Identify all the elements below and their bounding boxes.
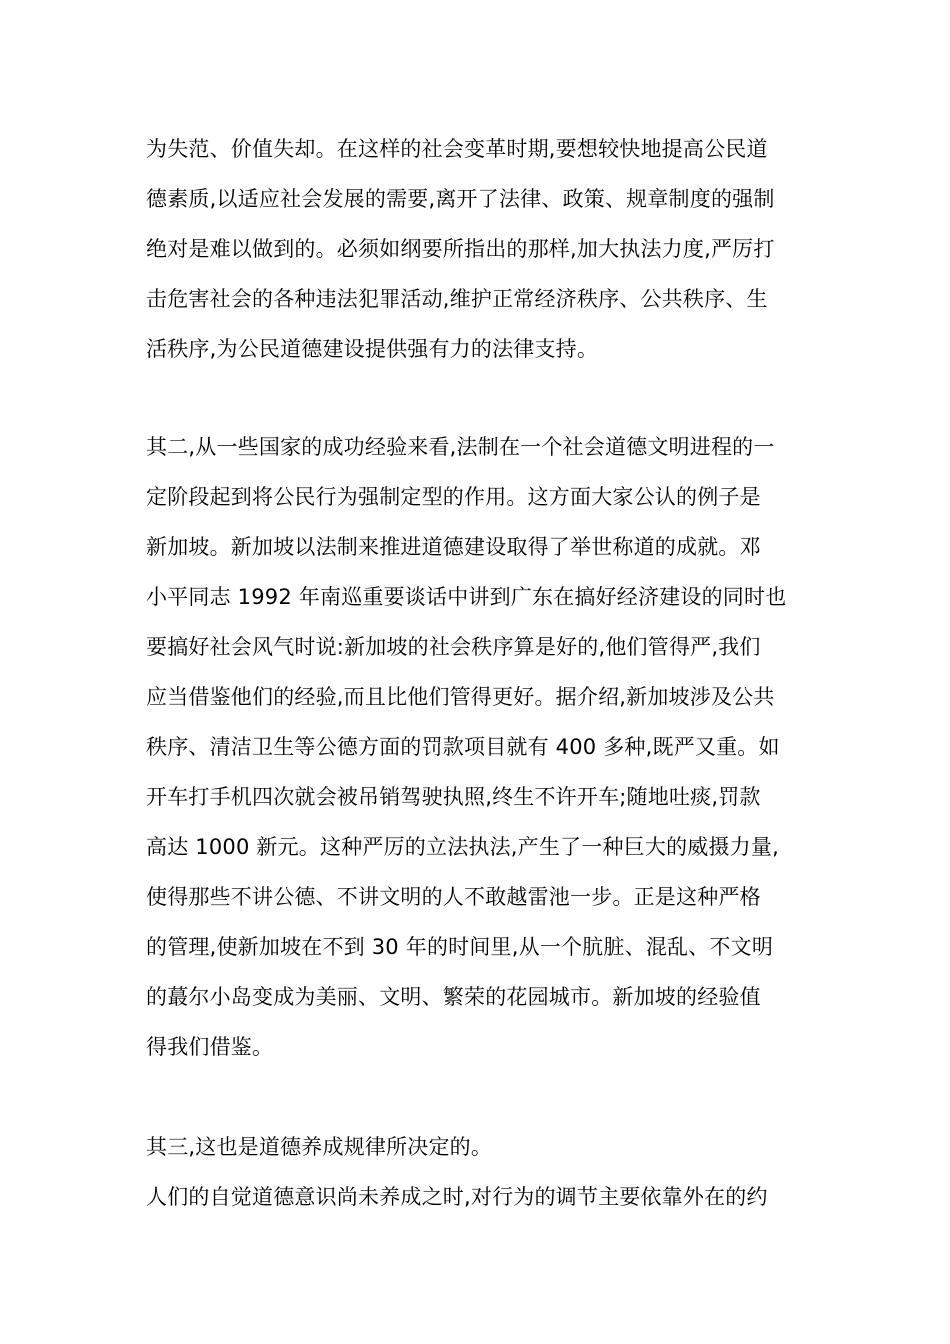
text-line: 秩序、清洁卫生等公德方面的罚款项目就有 400 多种,既严又重。如 bbox=[146, 735, 780, 759]
text-line: 的蕞尔小岛变成为美丽、文明、繁荣的花园城市。新加坡的经验值 bbox=[146, 985, 761, 1009]
text-line: 活秩序,为公民道德建设提供强有力的法律支持。 bbox=[146, 337, 599, 361]
text-line: 开车打手机四次就会被吊销驾驶执照,终生不许开车;随地吐痰,罚款 bbox=[146, 785, 761, 809]
text-line: 为失范、价值失却。在这样的社会变革时期,要想较快地提高公民道 bbox=[146, 137, 768, 161]
text-line: 其二,从一些国家的成功经验来看,法制在一个社会道德文明进程的一 bbox=[146, 435, 775, 459]
text-line: 高达 1000 新元。这种严厉的立法执法,产生了一种巨大的威摄力量, bbox=[146, 835, 779, 859]
text-line: 绝对是难以做到的。必须如纲要所指出的那样,加大执法力度,严厉打 bbox=[146, 237, 775, 261]
text-line: 使得那些不讲公德、不讲文明的人不敢越雷池一步。正是这种严格 bbox=[146, 885, 761, 909]
text-line: 得我们借鉴。 bbox=[146, 1035, 274, 1059]
text-line: 击危害社会的各种违法犯罪活动,维护正常经济秩序、公共秩序、生 bbox=[146, 287, 768, 311]
text-line: 小平同志 1992 年南巡重要谈话中讲到广东在搞好经济建设的同时也 bbox=[146, 585, 787, 609]
text-line: 要搞好社会风气时说:新加坡的社会秩序算是好的,他们管得严,我们 bbox=[146, 635, 761, 659]
text-line: 人们的自觉道德意识尚未养成之时,对行为的调节主要依靠外在的约 bbox=[146, 1185, 768, 1209]
text-line: 其三,这也是道德养成规律所决定的。 bbox=[146, 1135, 493, 1159]
text-line: 德素质,以适应社会发展的需要,离开了法律、政策、规章制度的强制 bbox=[146, 187, 775, 211]
text-line: 的管理,使新加坡在不到 30 年的时间里,从一个肮脏、混乱、不文明 bbox=[146, 935, 774, 959]
text-line: 新加坡。新加坡以法制来推进道德建设取得了举世称道的成就。邓 bbox=[146, 535, 761, 559]
text-line: 应当借鉴他们的经验,而且比他们管得更好。据介绍,新加坡涉及公共 bbox=[146, 685, 775, 709]
text-line: 定阶段起到将公民行为强制定型的作用。这方面大家公认的例子是 bbox=[146, 485, 761, 509]
